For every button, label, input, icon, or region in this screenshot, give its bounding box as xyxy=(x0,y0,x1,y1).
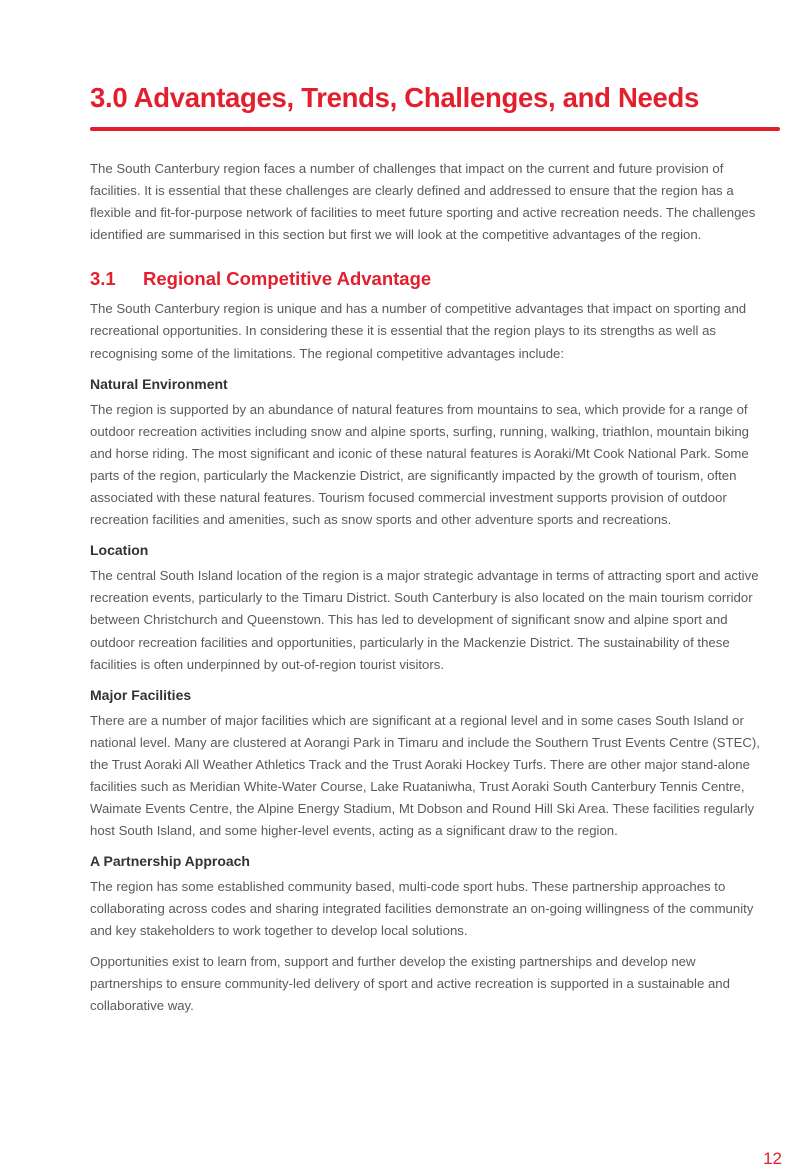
paragraph-natural-environment: The region is supported by an abundance of natural features from mountains to sea, which provide for a range of outdoor recreation activities including snow and alpine sports, surfing, running, walking, triathlon, mountain biking and horse riding. The most significant and iconic of these natural features is Aoraki/Mt Cook National Park. Some parts of the region, particularly the Mackenzie District, are significantly impacted by the growth of tourism, often associated with these natural features. Tourism focused commercial investment supports provision of outdoor recreation facilities and amenities, such as snow sports and other adventure sports and recreations. xyxy=(90,401,750,528)
section-title: Regional Competitive Advantage xyxy=(143,268,432,290)
page-title: 3.0 Advantages, Trends, Challenges, and Needs xyxy=(90,82,700,113)
section-heading xyxy=(90,268,770,290)
section-intro-paragraph: The South Canterbury region is unique and has a number of competitive advantages that impact on sporting and recreational opportunities. In considering these it is essential that the region plays to its strengths as well as recognising some of the limitations. The regional competitive advantages include: xyxy=(90,301,747,361)
paragraph-partnership-approach-1: The region has some established community based, multi-code sport hubs. These partnership approaches to collaborating across codes and sharing integrated facilities demonstrate an on-going willingness of the community and key stakeholders to work together to develop local solutions. xyxy=(90,879,754,939)
subheading-location: Location xyxy=(90,542,149,559)
subheading-major-facilities: Major Facilities xyxy=(90,686,192,703)
document-body xyxy=(90,158,770,1017)
paragraph-major-facilities: There are a number of major facilities which are significant at a regional level and in some cases South Island or national level. Many are clustered at Aorangi Park in Timaru and include the Southern Trust Events Centre (STEC), the Trust Aoraki All Weather Athletics Track and the Trust Aoraki Hockey Turfs. There are other major stand-alone facilities such as Meridian White-Water Course, Lake Ruataniwha, Trust Aoraki South Canterbury Tennis Centre, Waimate Events Centre, the Alpine Energy Stadium, Mt Dobson and Round Hill Ski Area. These facilities regularly host South Island, and some higher-level events, acting as a significant draw to the region. xyxy=(90,712,760,839)
title-divider xyxy=(90,127,780,131)
section-number: 3.1 xyxy=(90,268,116,290)
intro-paragraph: The South Canterbury region faces a number of challenges that impact on the current and future provision of facilities. It is essential that these challenges are clearly defined and addressed to ensure that the region has a flexible and fit-for-purpose network of facilities to meet future sporting and active recreation needs. The challenges identified are summarised in this section but first we will look at the competitive advantages of the region. xyxy=(90,161,756,243)
paragraph-partnership-approach-2: Opportunities exist to learn from, support and further develop the existing partnerships and develop new partnerships to ensure community-led delivery of sport and active recreation is supported in a sustainable and collaborative way. xyxy=(90,953,730,1013)
subheading-natural-environment: Natural Environment xyxy=(90,375,228,392)
page-number: 12 xyxy=(763,1149,782,1168)
paragraph-location: The central South Island location of the region is a major strategic advantage in terms of attracting sport and active recreation events, particularly to the Timaru District. South Canterbury is also located on the main tourism corridor between Christchurch and Queenstown. This has led to development of significant snow and alpine sport and outdoor recreation facilities and opportunities, particularly in the Mackenzie District. The sustainability of these facilities is often underpinned by out-of-region tourist visitors. xyxy=(90,568,759,672)
subheading-partnership-approach: A Partnership Approach xyxy=(90,853,250,870)
